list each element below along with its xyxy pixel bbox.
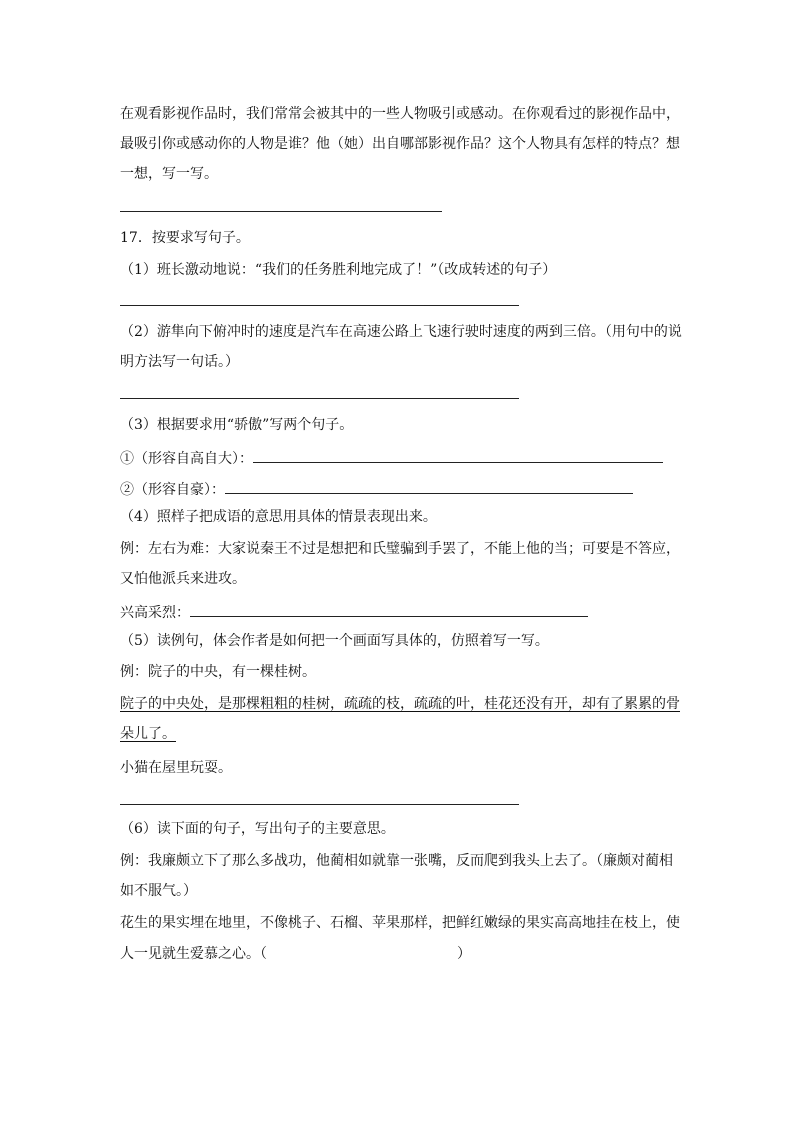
- question-17-title: 17．按要求写句子。: [120, 230, 250, 246]
- q17-part4-example-line-2: 又怕他派兵来进攻。: [120, 571, 246, 587]
- item2-label: ②（形容自豪）：: [120, 482, 225, 498]
- q17-part6-title: （6）读下面的句子，写出句子的主要意思。: [120, 821, 395, 837]
- q17-part3-title: （3）根据要求用“骄傲”写两个句子。: [120, 417, 354, 433]
- q17-part4-example-line-1: 例：左右为难：大家说秦王不过是想把和氏璧骗到手罢了，不能上他的当；可要是不答应，: [120, 541, 680, 557]
- answer-line-intro[interactable]: [120, 211, 442, 212]
- intro-line-2: 最吸引你或感动你的人物是谁？他（她）出自哪部影视作品？这个人物具有怎样的特点？想: [120, 136, 680, 152]
- q17-part6-sentence-line-1: 花生的果实埋在地里，不像桃子、石榴、苹果那样，把鲜红嫩绿的果实高高地挂在枝上，使: [120, 915, 680, 931]
- sentence-line-2-text: 人一见就生爱慕之心。（: [120, 946, 267, 962]
- q17-part5-title: （5）读例句，体会作者是如何把一个画面写具体的，仿照着写一写。: [120, 633, 549, 649]
- q17-part2-line-2: 明方法写一句话。）: [120, 354, 239, 370]
- q17-part6-sentence-line-2: [120, 946, 471, 962]
- q17-part5-expanded-line-1: 院子的中央处，是那棵粗粗的桂树，疏疏的枝，疏疏的叶，桂花还没有开，却有了累累的骨: [120, 696, 680, 712]
- q17-part4-prompt: [120, 602, 588, 621]
- answer-blank-item1[interactable]: [253, 448, 663, 463]
- q17-part5-expanded-line-2: 朵儿了。: [120, 726, 176, 742]
- q17-part2-line-1: （2）游隼向下俯冲时的速度是汽车在高速公路上飞速行驶时速度的两到三倍。（用句中的说: [120, 324, 682, 340]
- intro-line-1: 在观看影视作品时，我们常常会被其中的一些人物吸引或感动。在你观看过的影视作品中，: [120, 106, 680, 122]
- q17-part5-example: 例：院子的中央，有一棵桂树。: [120, 664, 316, 680]
- answer-line-part1[interactable]: [120, 305, 519, 306]
- intro-line-3: 一想，写一写。: [120, 166, 218, 182]
- answer-line-part5[interactable]: [120, 804, 519, 805]
- q17-part6-example-line-1: 例：我廉颇立下了那么多战功，他蔺相如就靠一张嘴，反而爬到我头上去了。（廉颇对蔺相: [120, 853, 673, 869]
- item1-label: ①（形容自高自大）：: [120, 451, 253, 467]
- q17-part3-item1: [120, 448, 663, 467]
- q17-part4-title: （4）照样子把成语的意思用具体的情景表现出来。: [120, 509, 437, 525]
- answer-blank-item2[interactable]: [225, 479, 633, 494]
- answer-line-part2[interactable]: [120, 398, 519, 399]
- q17-part1-text: （1）班长激动地说：“我们的任务胜利地完成了！”（改成转述的句子）: [120, 262, 557, 278]
- q17-part3-item2: [120, 479, 633, 498]
- q17-part6-example-line-2: 如不服气。）: [120, 883, 197, 899]
- prompt-label: 兴高采烈：: [120, 605, 190, 621]
- closing-paren: ）: [457, 946, 471, 962]
- q17-part5-prompt: 小猫在屋里玩耍。: [120, 760, 232, 776]
- answer-blank-part4[interactable]: [190, 602, 588, 617]
